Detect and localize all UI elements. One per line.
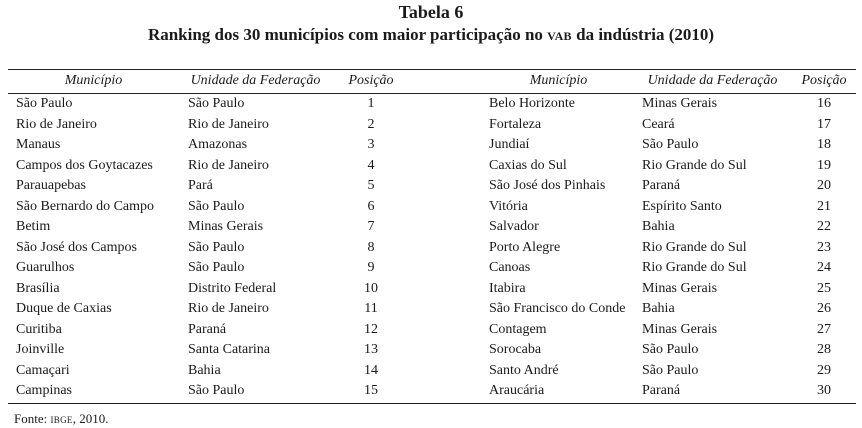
source-prefix: Fonte: (14, 411, 51, 426)
cell-municipio-right: Sorocaba (489, 342, 542, 357)
cell-uf-right: Rio Grande do Sul (642, 239, 747, 255)
cell-uf-left: Minas Gerais (188, 219, 264, 234)
cell-municipio-left: São José dos Campos (16, 239, 137, 255)
cell-posicao-left: 2 (367, 116, 375, 132)
cell-municipio-left: Parauapebas (16, 178, 86, 193)
cell-posicao-right: 20 (817, 178, 831, 193)
source-note (14, 411, 108, 427)
cell-municipio-right: Araucária (489, 383, 545, 398)
cell-uf-right: São Paulo (642, 342, 699, 357)
cell-municipio-left: Rio de Janeiro (16, 116, 97, 132)
cell-municipio-right: Canoas (489, 260, 531, 275)
cell-posicao-right: 16 (817, 96, 831, 111)
cell-posicao-right: 23 (817, 239, 831, 255)
cell-uf-right: Espírito Santo (642, 198, 722, 214)
table-title-text: Ranking dos 30 municípios com maior participação no (147, 25, 548, 44)
cell-uf-left: São Paulo (188, 96, 245, 111)
cell-municipio-left: Betim (16, 219, 51, 234)
cell-uf-left: Rio de Janeiro (188, 301, 269, 316)
cell-municipio-right: Caxias do Sul (489, 157, 567, 173)
cell-posicao-left: 12 (364, 321, 378, 337)
header-municipio-right: Município (529, 73, 588, 88)
cell-posicao-left: 7 (367, 219, 375, 234)
header-uf-right: Unidade da Federação (647, 73, 778, 88)
cell-municipio-left: Curitiba (16, 321, 62, 337)
cell-municipio-right: Salvador (489, 219, 539, 234)
cell-uf-right: Paraná (642, 178, 681, 193)
cell-posicao-left: 11 (364, 301, 378, 316)
cell-uf-right: São Paulo (642, 362, 699, 378)
cell-municipio-right: Vitória (489, 198, 528, 214)
cell-uf-left: São Paulo (188, 383, 245, 398)
cell-uf-left: São Paulo (188, 239, 245, 255)
cell-municipio-left: Guarulhos (16, 260, 75, 275)
cell-uf-right: Bahia (642, 301, 675, 316)
cell-uf-left: Amazonas (188, 137, 248, 152)
cell-uf-left: Pará (188, 178, 213, 193)
top-rule (8, 69, 856, 70)
cell-posicao-left: 8 (367, 239, 375, 255)
cell-posicao-right: 24 (817, 260, 831, 275)
cell-uf-right: Bahia (642, 219, 675, 234)
cell-uf-left: Bahia (188, 362, 221, 378)
cell-posicao-left: 10 (364, 280, 378, 296)
cell-posicao-left: 1 (367, 96, 375, 111)
cell-posicao-right: 21 (817, 198, 831, 214)
cell-posicao-left: 9 (367, 260, 375, 275)
header-municipio-left: Município (64, 73, 123, 88)
cell-posicao-left: 14 (364, 362, 378, 378)
cell-municipio-right: Santo André (489, 362, 559, 378)
cell-municipio-right: Jundiaí (489, 137, 530, 152)
cell-municipio-right: Belo Horizonte (489, 96, 575, 111)
table-title-abbr: vab (547, 25, 572, 44)
cell-municipio-left: Joinville (16, 342, 65, 357)
cell-posicao-right: 30 (817, 383, 831, 398)
cell-posicao-left: 3 (367, 137, 375, 152)
cell-uf-right: Ceará (642, 116, 675, 132)
cell-uf-left: São Paulo (188, 198, 245, 214)
header-uf-left: Unidade da Federação (190, 73, 321, 88)
cell-municipio-right: Porto Alegre (489, 239, 561, 255)
cell-posicao-right: 28 (817, 342, 831, 357)
cell-uf-left: Santa Catarina (188, 342, 271, 357)
cell-uf-left: Rio de Janeiro (188, 157, 269, 173)
header-rule (8, 93, 856, 94)
cell-municipio-right: Contagem (489, 321, 547, 337)
cell-posicao-right: 27 (817, 321, 831, 337)
table-title-suffix: da indústria (2010) (571, 25, 715, 44)
cell-municipio-right: São Francisco do Conde (489, 301, 626, 316)
cell-uf-left: Paraná (188, 321, 227, 337)
cell-posicao-right: 22 (817, 219, 831, 234)
cell-municipio-left: São Bernardo do Campo (16, 198, 155, 214)
header-posicao-left: Posição (348, 73, 394, 88)
cell-uf-right: Minas Gerais (642, 280, 718, 296)
cell-municipio-right: Itabira (489, 280, 526, 296)
cell-posicao-right: 19 (817, 157, 831, 173)
cell-uf-left: Rio de Janeiro (188, 116, 269, 132)
header-posicao-right: Posição (801, 73, 847, 88)
cell-municipio-left: Campinas (16, 383, 72, 398)
cell-municipio-left: São Paulo (16, 96, 73, 111)
cell-uf-right: Paraná (642, 383, 681, 398)
cell-posicao-left: 5 (367, 178, 375, 193)
cell-uf-right: Rio Grande do Sul (642, 157, 747, 173)
table-title (0, 25, 862, 45)
cell-uf-right: Minas Gerais (642, 96, 718, 111)
cell-posicao-right: 17 (817, 116, 831, 132)
bottom-rule (8, 403, 856, 404)
cell-posicao-left: 6 (367, 198, 375, 214)
source-abbr: ibge (50, 411, 73, 426)
cell-posicao-right: 26 (817, 301, 831, 316)
cell-uf-right: Minas Gerais (642, 321, 718, 337)
cell-uf-right: Rio Grande do Sul (642, 260, 747, 275)
cell-uf-right: São Paulo (642, 137, 699, 152)
cell-municipio-left: Brasília (16, 280, 60, 296)
cell-municipio-left: Manaus (16, 137, 61, 152)
cell-municipio-right: São José dos Pinhais (489, 178, 606, 193)
cell-municipio-left: Duque de Caxias (16, 301, 112, 316)
cell-posicao-left: 15 (364, 383, 378, 398)
cell-municipio-left: Camaçari (16, 362, 70, 378)
cell-uf-left: Distrito Federal (188, 280, 277, 296)
cell-posicao-right: 29 (817, 362, 831, 378)
cell-posicao-right: 18 (817, 137, 831, 152)
table-label: Tabela 6 (398, 2, 464, 22)
cell-posicao-right: 25 (817, 280, 831, 296)
source-suffix: , 2010. (72, 411, 109, 426)
cell-posicao-left: 13 (364, 342, 378, 357)
cell-posicao-left: 4 (367, 157, 375, 173)
cell-municipio-left: Campos dos Goytacazes (16, 157, 153, 173)
cell-municipio-right: Fortaleza (489, 116, 542, 132)
cell-uf-left: São Paulo (188, 260, 245, 275)
